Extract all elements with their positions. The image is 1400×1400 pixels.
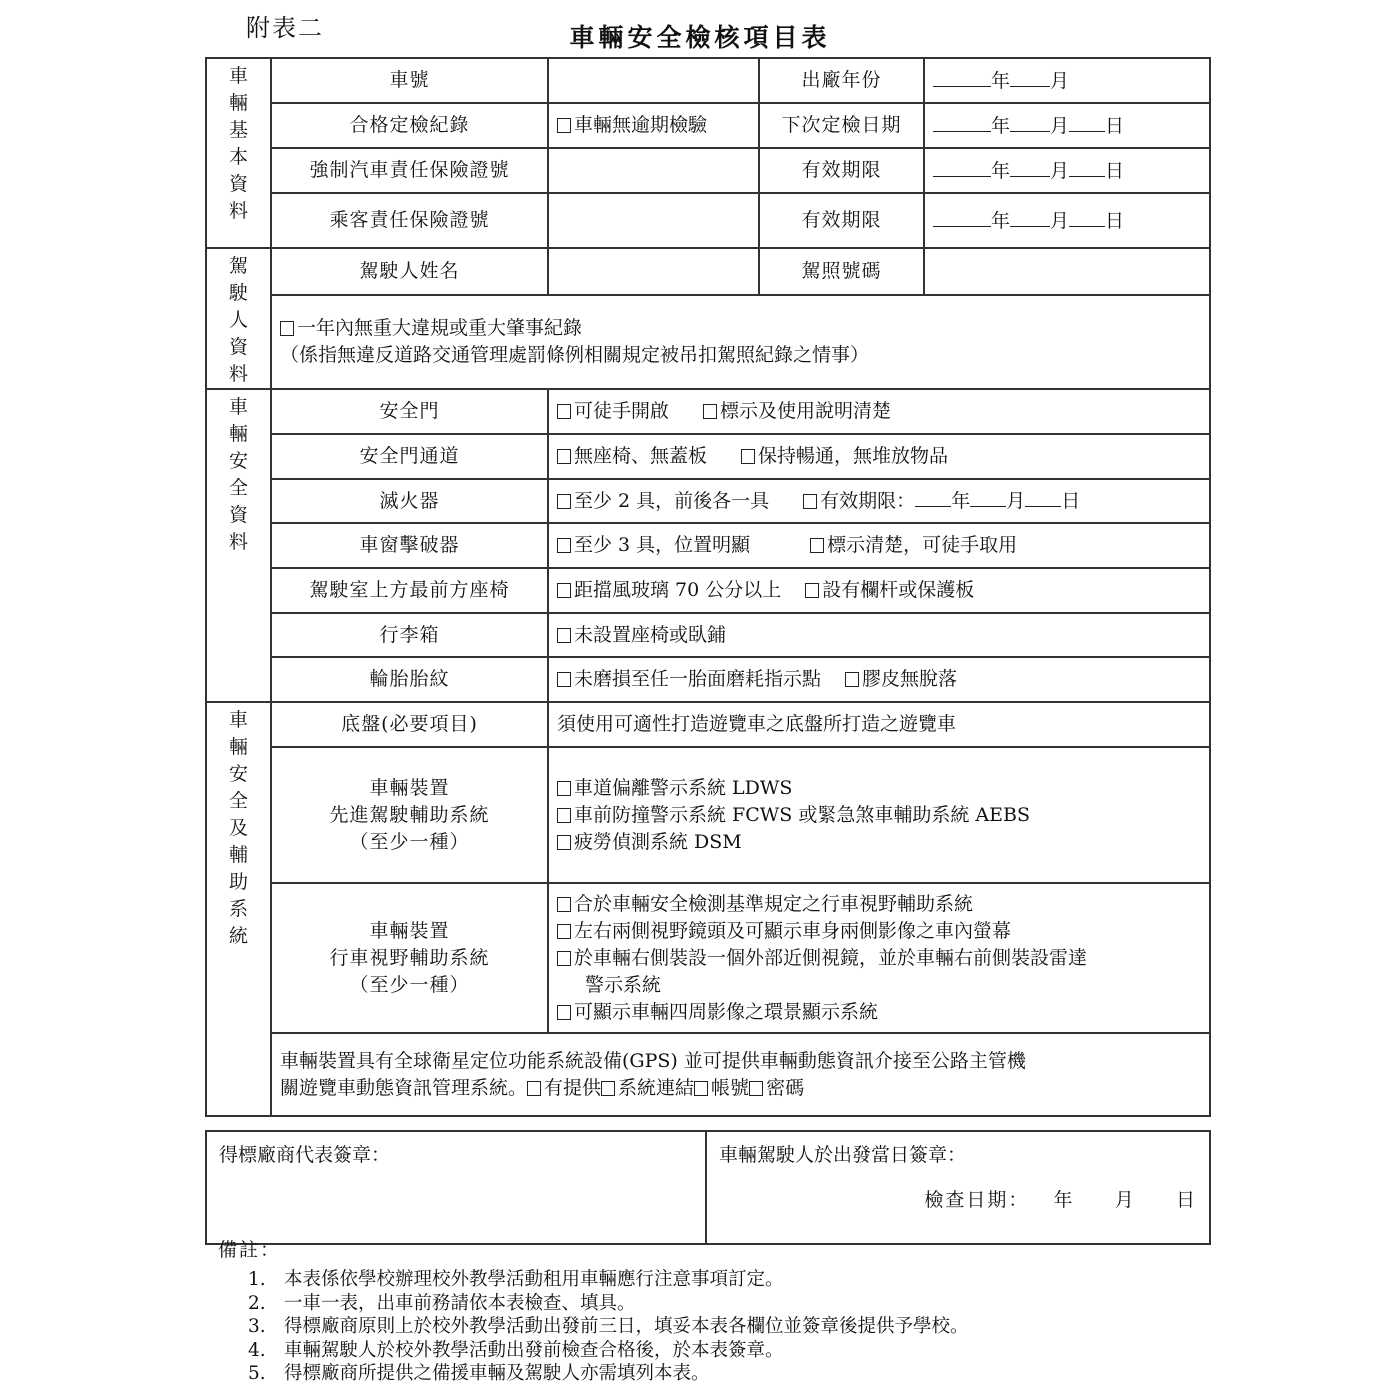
checkbox[interactable] (741, 449, 755, 464)
gps-cell: 車輛裝置具有全球衛星定位功能系統設備(GPS) 並可提供車輛動態資訊介接至公路主管機 關遊覽車動態資訊管理系統。 有提供 系統連結 帳號 密碼 (271, 1033, 1210, 1116)
inspection-record-option[interactable]: 車輛無逾期檢驗 (548, 103, 759, 148)
vendor-signature-field[interactable]: 得標廠商代表簽章： (206, 1131, 706, 1244)
checkbox[interactable] (805, 583, 819, 598)
checkbox[interactable] (601, 1081, 615, 1096)
plate-label: 車號 (271, 58, 548, 103)
driver-name-label: 駕駛人姓名 (271, 248, 548, 295)
checkbox[interactable] (527, 1081, 541, 1096)
inspection-record-label: 合格定檢紀錄 (271, 103, 548, 148)
checkbox[interactable] (810, 538, 824, 553)
checkbox[interactable] (557, 1005, 571, 1020)
checkbox[interactable] (557, 672, 571, 687)
mfg-year-label: 出廠年份 (759, 58, 924, 103)
chassis-label: 底盤(必要項目) (271, 702, 548, 747)
checkbox[interactable] (557, 835, 571, 850)
checkbox[interactable] (557, 583, 571, 598)
checkbox[interactable] (557, 449, 571, 464)
safety-door-options: 可徒手開啟 標示及使用說明清楚 (548, 389, 1210, 434)
gps-text: 車輛裝置具有全球衛星定位功能系統設備(GPS) 並可提供車輛動態資訊介接至公路主管機 (280, 1049, 1026, 1072)
checkbox[interactable] (557, 538, 571, 553)
driver-record-note: （係指無違反道路交通管理處罰條例相關規定被吊扣駕照紀錄之情事） (280, 344, 870, 366)
form-title: 車輛安全檢核項目表 (569, 23, 831, 52)
passenger-insurance-label: 乘客責任保險證號 (271, 193, 548, 248)
driver-record-cell (271, 295, 1210, 389)
checkbox[interactable] (557, 494, 571, 509)
checkbox[interactable] (280, 321, 294, 336)
extinguisher-label: 滅火器 (271, 479, 548, 523)
section-safety: 車輛安全資料 (206, 389, 271, 702)
note-item: 4. 車輛駕駛人於校外教學活動出發前檢查合格後，於本表簽章。 (248, 1339, 784, 1361)
checkbox[interactable] (557, 808, 571, 823)
checkbox[interactable] (703, 404, 717, 419)
inspection-table (205, 57, 1211, 1117)
luggage-options: 未設置座椅或臥鋪 (548, 613, 1210, 657)
checkbox[interactable] (557, 897, 571, 912)
tire-tread-label: 輪胎胎紋 (271, 657, 548, 702)
extinguisher-options: 至少 2 具，前後各一具 有效期限： 年 月 日 (548, 479, 1210, 523)
vision-assist-options: 合於車輛安全檢測基準規定之行車視野輔助系統 左右兩側視野鏡頭及可顯示車身兩側影像之車內螢幕 於車輛右側裝設一個外部近側視鏡，並於車輛右前側裝設雷達 警示系統 可顯示車輛四周影像之環景顯示系統 (548, 883, 1210, 1033)
front-seat-label: 駕駛室上方最前方座椅 (271, 568, 548, 613)
safety-passage-label: 安全門通道 (271, 434, 548, 479)
front-seat-options: 距擋風玻璃 70 公分以上 設有欄杆或保護板 (548, 568, 1210, 613)
note-item: 5. 得標廠商所提供之備援車輛及駕駛人亦需填列本表。 (248, 1363, 710, 1384)
chassis-value: 須使用可適性打造遊覽車之底盤所打造之遊覽車 (548, 702, 1210, 747)
checkbox[interactable] (803, 494, 817, 509)
checkbox[interactable] (845, 672, 859, 687)
window-breaker-options: 至少 3 具，位置明顯 標示清楚，可徒手取用 (548, 523, 1210, 568)
checkbox[interactable] (557, 781, 571, 796)
luggage-label: 行李箱 (271, 613, 548, 657)
tire-tread-options: 未磨損至任一胎面磨耗指示點 膠皮無脫落 (548, 657, 1210, 702)
section-basic: 車輛基本資料 (206, 58, 271, 248)
driver-signature-field[interactable]: 車輛駕駛人於出發當日簽章： 檢查日期： 年 月 日 (706, 1131, 1210, 1244)
annex-label: 附表二 (246, 14, 324, 42)
note-item: 3. 得標廠商原則上於校外教學活動出發前三日，填妥本表各欄位並簽章後提供予學校。 (248, 1316, 969, 1337)
check-date: 檢查日期： 年 月 日 (924, 1189, 1197, 1211)
vision-assist-label: 車輛裝置 行車視野輔助系統 （至少一種） (271, 883, 548, 1033)
license-number-label: 駕照號碼 (759, 248, 924, 295)
note-item: 1. 本表係依學校辦理校外教學活動租用車輛應行注意事項訂定。 (248, 1269, 784, 1290)
checkbox[interactable] (557, 628, 571, 643)
compulsory-validity-field[interactable]: 年 月 日 (924, 148, 1210, 193)
section-assist: 車輛安全及輔助系統 (206, 702, 271, 1116)
driver-record-option: 一年內無重大違規或重大肇事紀錄 (297, 317, 583, 339)
checkbox[interactable] (749, 1081, 763, 1096)
driver-name-field[interactable] (548, 248, 759, 295)
checkbox[interactable] (557, 118, 571, 133)
passenger-insurance-field[interactable] (548, 193, 759, 248)
notes-list (248, 1268, 969, 1386)
section-driver: 駕駛人資料 (206, 248, 271, 389)
license-number-field[interactable] (924, 248, 1210, 295)
validity-label: 有效期限 (759, 148, 924, 193)
safety-door-label: 安全門 (271, 389, 548, 434)
checkbox[interactable] (557, 404, 571, 419)
signature-table (205, 1130, 1211, 1245)
checkbox[interactable] (557, 924, 571, 939)
safety-passage-options: 無座椅、無蓋板 保持暢通，無堆放物品 (548, 434, 1210, 479)
notes-label: 備註： (218, 1239, 282, 1261)
validity-label: 有效期限 (759, 193, 924, 248)
next-inspection-label: 下次定檢日期 (759, 103, 924, 148)
compulsory-insurance-label: 強制汽車責任保險證號 (271, 148, 548, 193)
checkbox[interactable] (557, 951, 571, 966)
compulsory-insurance-field[interactable] (548, 148, 759, 193)
adas-label: 車輛裝置 先進駕駛輔助系統 （至少一種） (271, 747, 548, 883)
adas-options: 車道偏離警示系統 LDWS 車前防撞警示系統 FCWS 或緊急煞車輔助系統 AEBS 疲勞偵測系統 DSM (548, 747, 1210, 883)
window-breaker-label: 車窗擊破器 (271, 523, 548, 568)
plate-field[interactable] (548, 58, 759, 103)
passenger-validity-field[interactable]: 年 月 日 (924, 193, 1210, 248)
mfg-year-field[interactable]: 年 月 (924, 58, 1210, 103)
note-item: 2. 一車一表，出車前務請依本表檢查、填具。 (248, 1292, 636, 1314)
checkbox[interactable] (694, 1081, 708, 1096)
next-inspection-field[interactable]: 年 月 日 (924, 103, 1210, 148)
